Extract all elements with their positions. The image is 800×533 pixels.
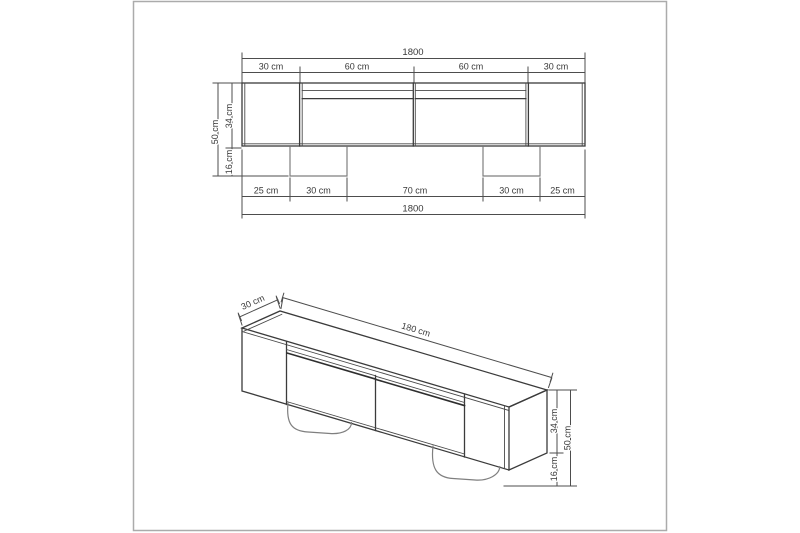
front-left-panel-edge: [300, 83, 303, 146]
front-bottom-segment-2-label: 30 cm: [306, 185, 331, 196]
front-door-grooves: [302, 91, 526, 99]
persp-width-label: 180 cm: [400, 320, 432, 339]
front-bottom-segment-4-label: 30 cm: [499, 185, 524, 196]
front-height-base-label: 16 cm: [224, 149, 234, 175]
front-elevation-view: [210, 47, 585, 218]
front-height-total-label: 50 cm: [210, 119, 220, 145]
front-dim-overall-width-bottom: [242, 204, 585, 215]
persp-top-face: [242, 311, 547, 407]
sheet-border: [134, 2, 667, 531]
front-bottom-segment-3-label: 70 cm: [402, 185, 428, 196]
persp-right-end-face: [509, 390, 547, 470]
front-dim-top-segments: [242, 62, 585, 83]
persp-height-base-label: 16 cm: [549, 456, 559, 482]
front-right-pedestal: [483, 147, 540, 176]
front-top-segment-1-label: 30 cm: [258, 61, 284, 72]
front-door-divider: [413, 83, 415, 146]
front-overall-width-top-label: 1800: [402, 47, 424, 58]
persp-height-body-label: 34 cm: [549, 408, 559, 434]
persp-height-total-label: 50 cm: [562, 425, 573, 451]
front-left-pedestal: [290, 147, 347, 176]
front-top-segment-2-label: 60 cm: [344, 61, 370, 72]
persp-cabinet-body: [242, 311, 547, 470]
persp-depth-label: 30 cm: [239, 292, 267, 312]
front-dim-heights-left: [210, 83, 288, 176]
front-top-segment-3-label: 60 cm: [458, 61, 484, 72]
front-top-segment-4-label: 30 cm: [543, 61, 569, 72]
front-cabinet-body: [242, 83, 585, 146]
front-height-body-label: 34 cm: [224, 103, 234, 129]
front-overall-width-bottom-label: 1800: [402, 203, 424, 215]
front-bottom-segment-5-label: 25 cm: [550, 185, 575, 196]
persp-right-pedestal: [432, 446, 499, 480]
front-bottom-segment-1-label: 25 cm: [253, 185, 279, 196]
front-right-panel-edge: [526, 83, 529, 146]
persp-dim-width: [281, 293, 553, 387]
perspective-view: [238, 293, 576, 486]
